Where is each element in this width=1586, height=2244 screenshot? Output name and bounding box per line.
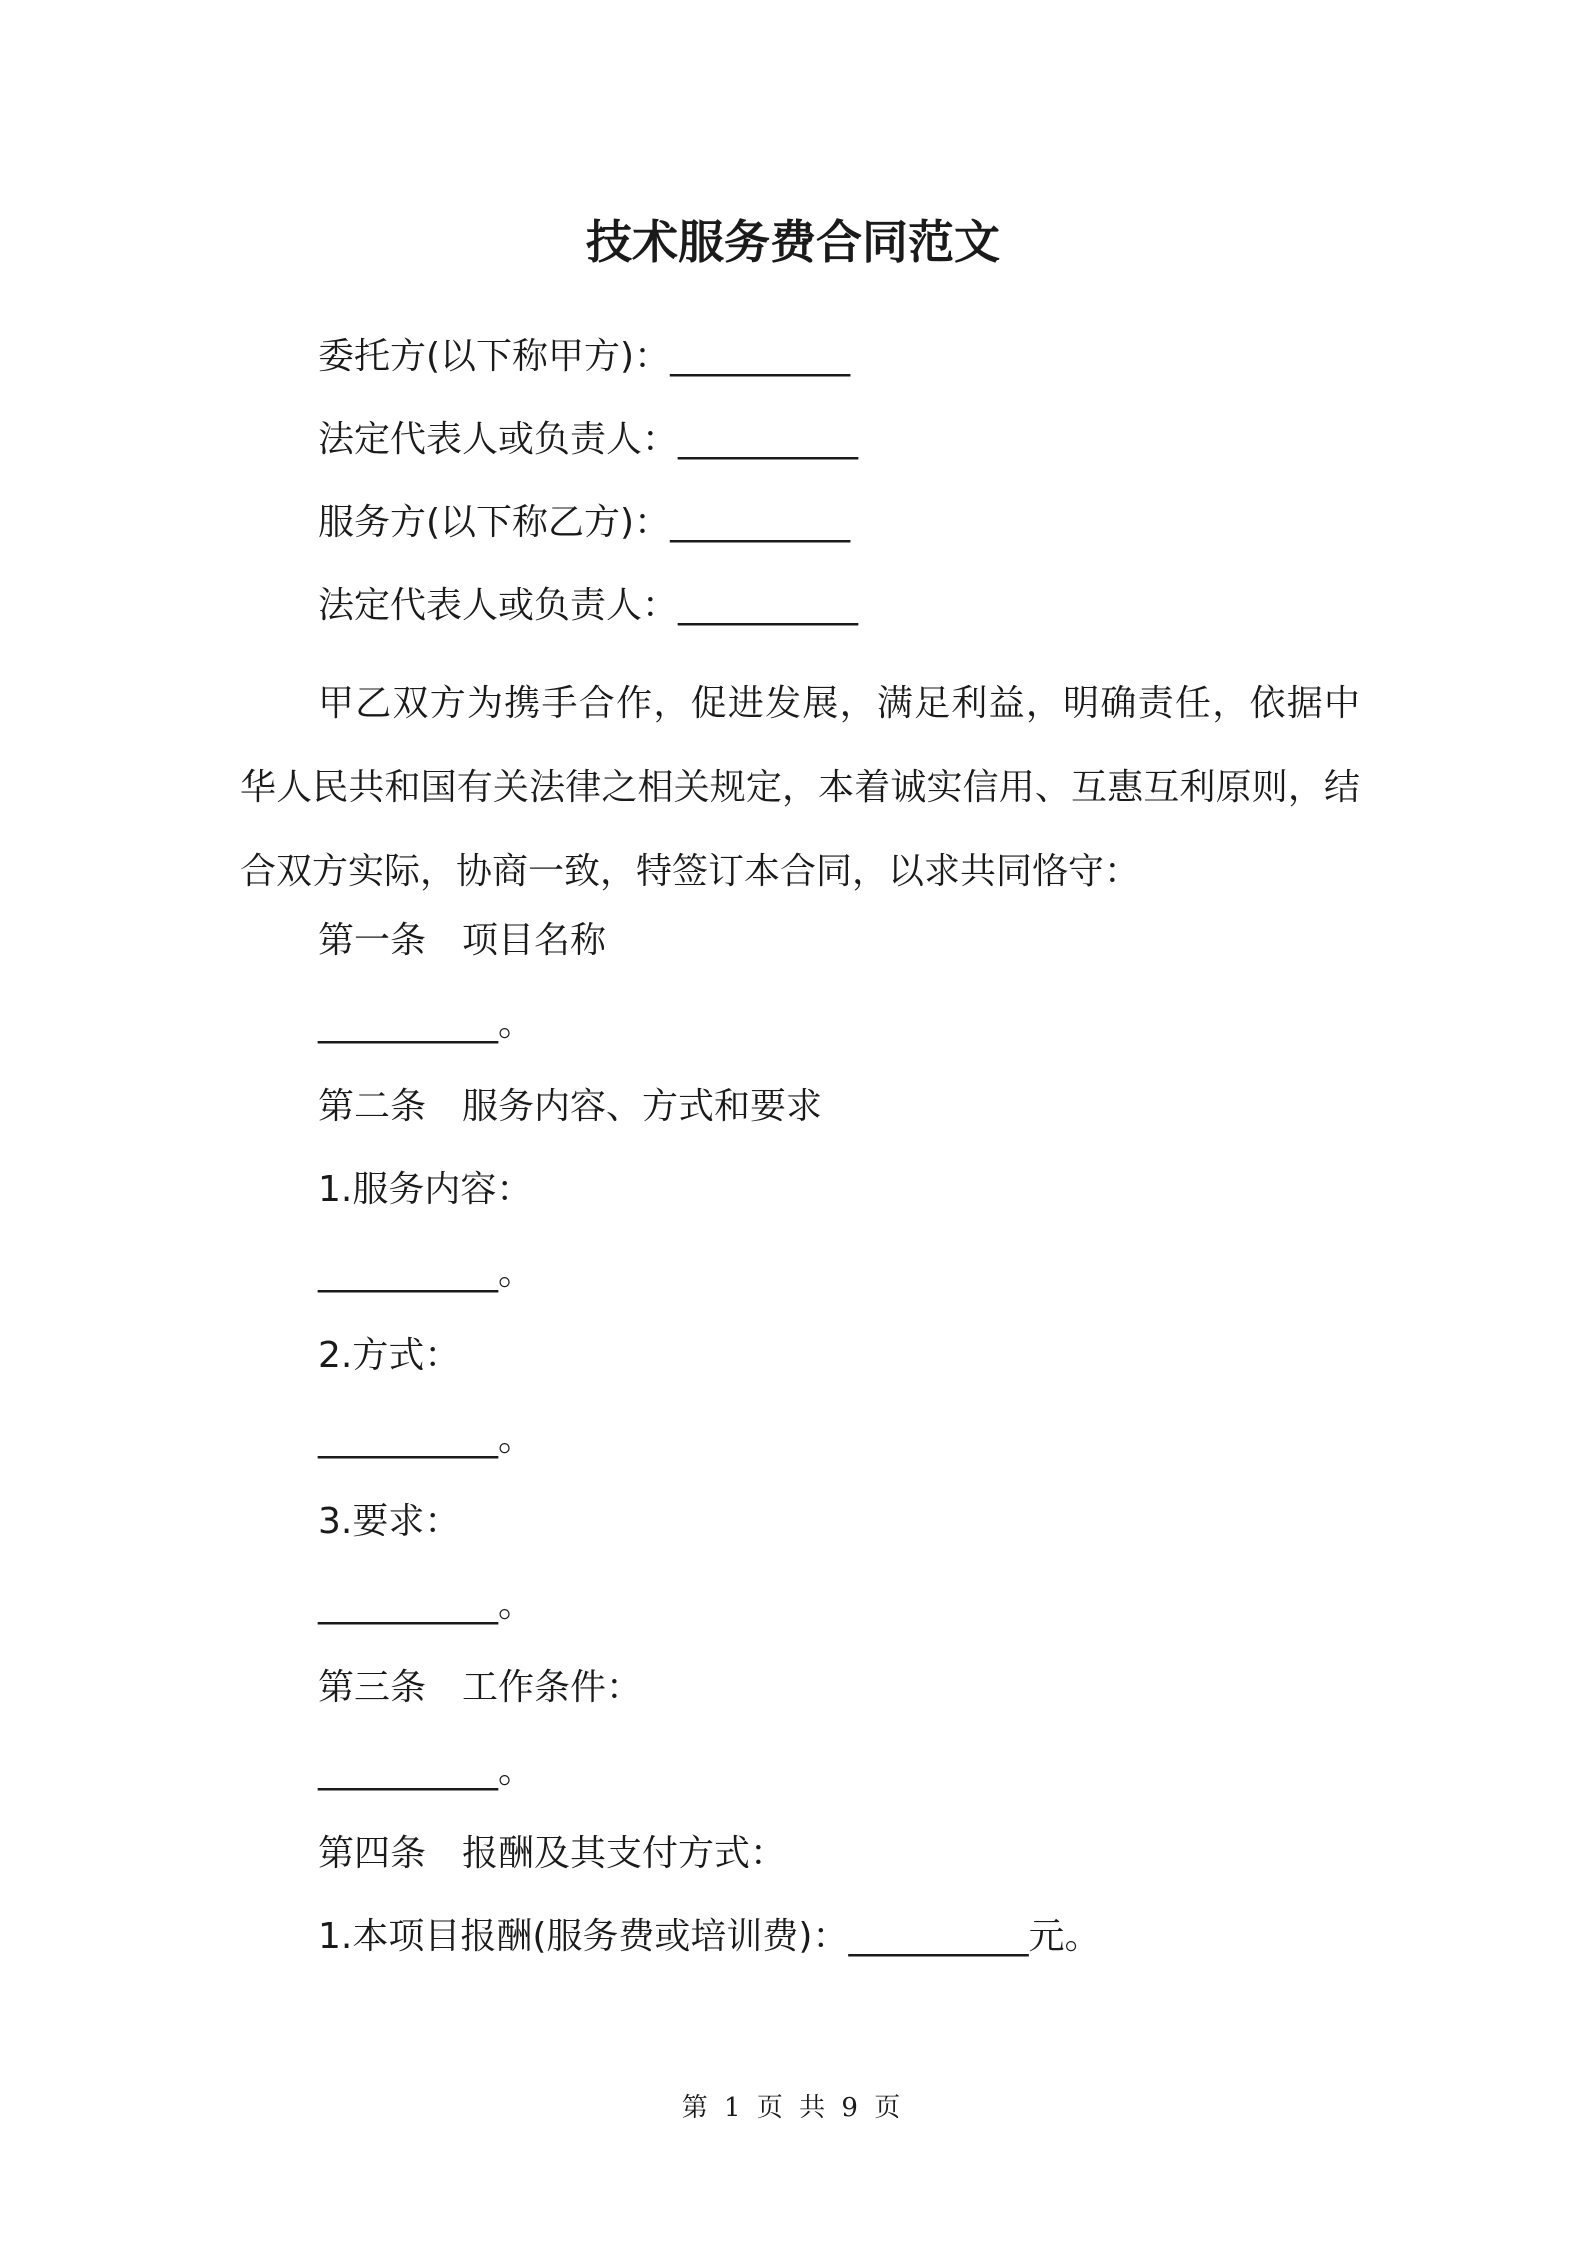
article-3-blank: __________。: [318, 1750, 535, 1791]
party-b-representative-line: 法定代表人或负责人：__________: [318, 585, 859, 626]
party-a-line: 委托方(以下称甲方)：__________: [318, 336, 851, 377]
requirements-blank: __________。: [318, 1584, 535, 1625]
method-blank: __________。: [318, 1418, 535, 1459]
page-indicator: 第 1 页 共 9 页: [681, 2093, 905, 2123]
service-content-blank: __________。: [318, 1252, 535, 1293]
article-3-heading: 第三条 工作条件：: [318, 1667, 643, 1708]
article-2-heading: 第二条 服务内容、方式和要求: [318, 1086, 823, 1127]
article-1-blank: __________。: [318, 1003, 535, 1044]
requirements-label: 3.要求：: [318, 1501, 461, 1542]
intro-paragraph: 甲乙双方为携手合作，促进发展，满足利益，明确责任，依据中华人民共和国有关法律之相关规定，本着诚实信用、互惠互利原则，结合双方实际，协商一致，特签订本合同，以求共同恪守：: [240, 683, 1360, 892]
article-4-heading: 第四条 报酬及其支付方式：: [318, 1833, 787, 1874]
document-title: 技术服务费合同范文: [586, 215, 1000, 269]
party-a-representative-line: 法定代表人或负责人：__________: [318, 419, 859, 460]
method-label: 2.方式：: [318, 1335, 461, 1376]
service-content-label: 1.服务内容：: [318, 1169, 533, 1210]
party-b-line: 服务方(以下称乙方)：__________: [318, 502, 851, 543]
remuneration-line: 1.本项目报酬(服务费或培训费)：__________元。: [318, 1916, 1101, 1957]
article-1-heading: 第一条 项目名称: [318, 920, 607, 961]
